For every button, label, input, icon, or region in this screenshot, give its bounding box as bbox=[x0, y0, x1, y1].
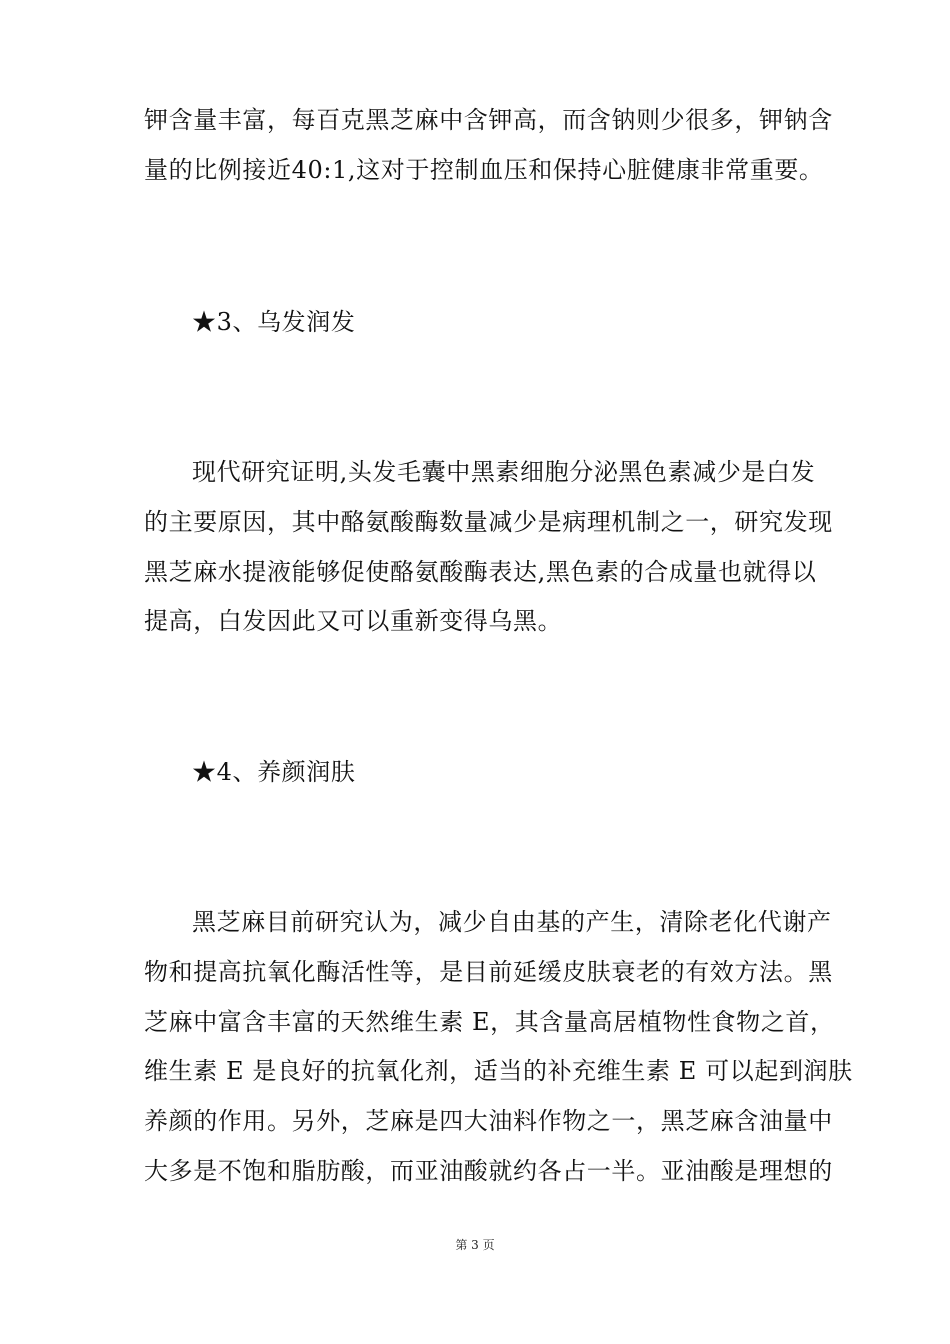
page-number: 第 3 页 bbox=[455, 1238, 495, 1252]
paragraph-line: 物和提高抗氧化酶活性等，是目前延缓皮肤衰老的有效方法。黑 bbox=[144, 958, 833, 986]
paragraph-line: 的主要原因，其中酪氨酸酶数量减少是病理机制之一，研究发现 bbox=[144, 508, 833, 536]
paragraph-line: 黑芝麻水提液能够促使酪氨酸酶表达,黑色素的合成量也就得以 bbox=[144, 558, 817, 586]
paragraph-line: 养颜的作用。另外，芝麻是四大油料作物之一，黑芝麻含油量中 bbox=[144, 1107, 833, 1135]
section-heading: ★3、乌发润发 bbox=[192, 308, 356, 336]
paragraph-line: 黑芝麻目前研究认为，减少自由基的产生，清除老化代谢产 bbox=[192, 908, 832, 936]
paragraph-line: 维生素 E 是良好的抗氧化剂，适当的补充维生素 E 可以起到润肤 bbox=[144, 1057, 853, 1085]
paragraph-line: 量的比例接近40:1,这对于控制血压和保持心脏健康非常重要。 bbox=[144, 156, 824, 184]
section-heading: ★4、养颜润肤 bbox=[192, 758, 356, 786]
paragraph-line: 钾含量丰富，每百克黑芝麻中含钾高，而含钠则少很多，钾钠含 bbox=[144, 106, 833, 134]
paragraph-line: 现代研究证明,头发毛囊中黑素细胞分泌黑色素减少是白发 bbox=[192, 458, 816, 486]
paragraph-line: 提高，白发因此又可以重新变得乌黑。 bbox=[144, 607, 563, 635]
paragraph-line: 芝麻中富含丰富的天然维生素 E，其含量高居植物性食物之首， bbox=[144, 1008, 835, 1036]
paragraph-line: 大多是不饱和脂肪酸，而亚油酸就约各占一半。亚油酸是理想的 bbox=[144, 1157, 833, 1185]
